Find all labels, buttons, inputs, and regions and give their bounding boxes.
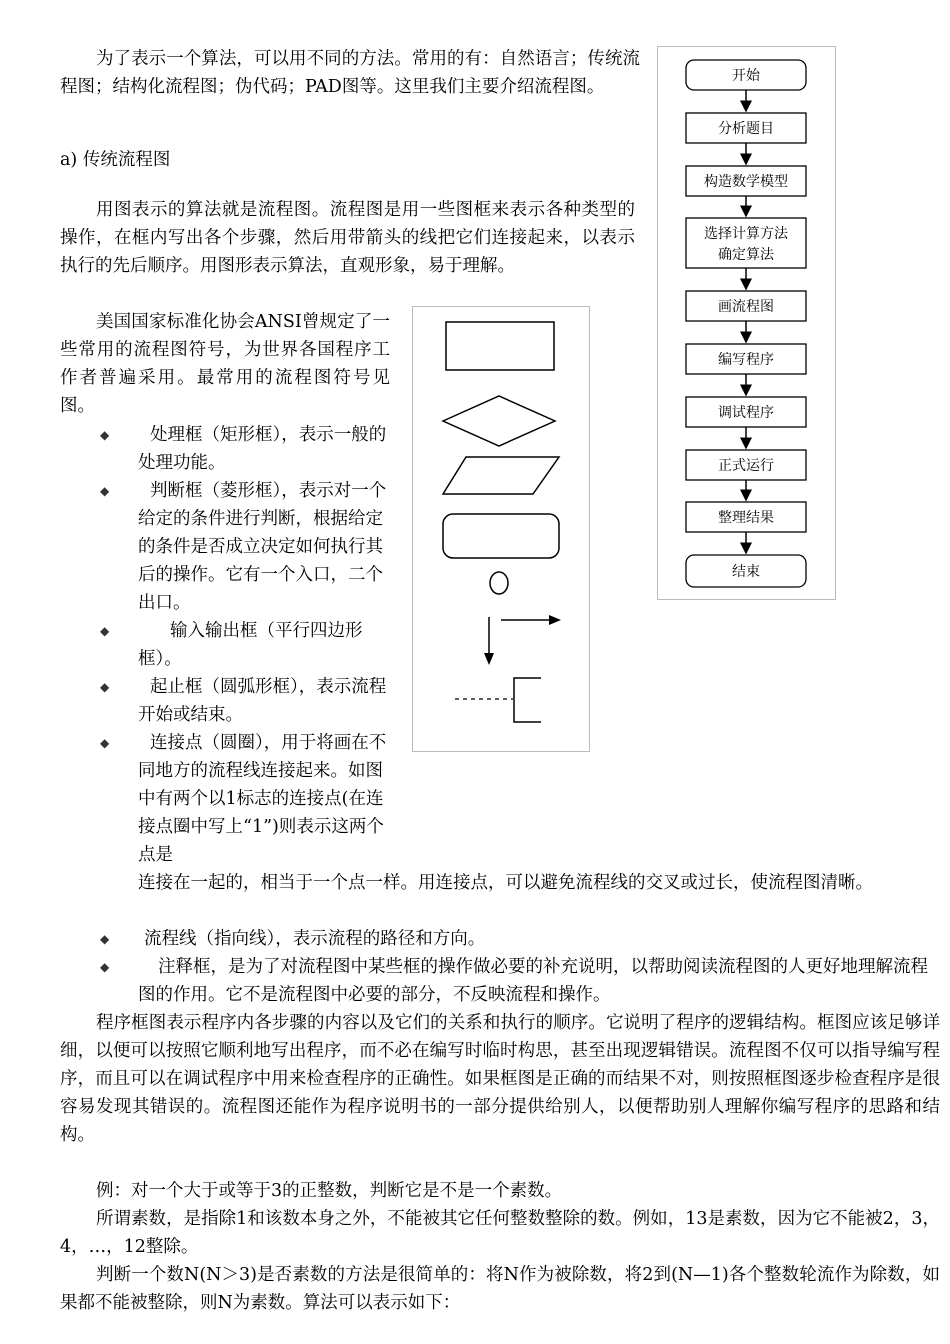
ansi-paragraph: 美国国家标准化协会ANSI曾规定了一些常用的流程图符号，为世界各国程序工作者普遍采用。最常用的流程图符号见图。 <box>60 312 390 416</box>
bullet-icon: ◆ <box>100 624 110 638</box>
flowchart-symbols-figure <box>412 306 590 752</box>
bullet-icon: ◆ <box>100 680 110 694</box>
flow-label-organize: 整理结果 <box>718 510 774 526</box>
bullet-icon: ◆ <box>100 428 110 442</box>
flow-label-choose-method: 选择计算方法 <box>704 226 788 242</box>
flow-label-run: 正式运行 <box>718 458 774 474</box>
bullet-item-flowline: 流程线（指向线），表示流程的路径和方向。 <box>144 929 486 949</box>
bullet-icon: ◆ <box>100 932 110 946</box>
example-paragraph: 例：对一个大于或等于3的正整数，判断它是不是一个素数。 <box>96 1181 563 1201</box>
flow-label-confirm-algorithm: 确定算法 <box>718 247 774 263</box>
annotation-bracket-symbol <box>455 678 541 722</box>
connector-circle-symbol <box>490 572 508 594</box>
bullet-item-connector-continued: 连接在一起的，相当于一个点一样。用连接点，可以避免流程线的交叉或过长，使流程图清晰。 <box>138 873 873 893</box>
decision-diamond-symbol <box>443 396 555 446</box>
flow-label-draw: 画流程图 <box>718 299 774 315</box>
flow-label-model: 构造数学模型 <box>704 174 788 190</box>
flow-label-start: 开始 <box>732 68 760 84</box>
bullet-item-annotation: 注释框，是为了对流程图中某些框的操作做必要的补充说明，以帮助阅读流程图的人更好地理解流程图的作用。它不是流程图中必要的部分，不反映流程和操作。 <box>138 957 928 1005</box>
bullet-item-connector: 连接点（圆圈），用于将画在不同地方的流程线连接起来。如图中有两个以1标志的连接点(在连接点圈中写上“1”)则表示这两个点是 <box>138 733 387 865</box>
bullet-item-process: 处理框（矩形框），表示一般的处理功能。 <box>138 425 387 473</box>
section-heading: a) 传统流程图 <box>60 150 171 170</box>
bullet-icon: ◆ <box>100 736 110 750</box>
program-development-flowchart <box>657 46 836 600</box>
bullet-item-decision: 判断框（菱形框），表示对一个给定的条件进行判断，根据给定的条件是否成立决定如何执行其后的操作。它有一个入口，二个出口。 <box>138 481 387 613</box>
block-diagram-paragraph: 程序框图表示程序内各步骤的内容以及它们的关系和执行的顺序。它说明了程序的逻辑结构。框图应该足够详细，以便可以按照它顺利地写出程序，而不必在编写时临时构思，甚至出现逻辑错误。流程图不仅可以指导编写程序，而且可以在调试程序中用来检查程序的正确性。如果框图是正确的而结果不对，则按照框图逐步检查程序是很容易发现其错误的。流程图还能作为程序说明书的一部分提供给别人，以便帮助别人理解你编写程序的思路和结构。 <box>60 1013 940 1145</box>
io-parallelogram-symbol <box>443 457 559 494</box>
bullet-item-terminal: 起止框（圆弧形框），表示流程开始或结束。 <box>138 677 387 725</box>
flowline-arrows-symbol <box>484 615 561 665</box>
bullet-item-io: 输入输出框（平行四边形框）。 <box>138 621 363 669</box>
flow-label-code: 编写程序 <box>718 352 774 368</box>
flow-label-end: 结束 <box>732 564 760 580</box>
process-box-symbol <box>446 322 554 370</box>
flow-label-analyze: 分析题目 <box>718 121 774 137</box>
prime-method-paragraph: 判断一个数N(N＞3)是否素数的方法是很简单的：将N作为被除数，将2到(N—1)各个整数轮流作为除数，如果都不能被整除，则N为素数。算法可以表示如下： <box>60 1265 940 1313</box>
prime-definition-paragraph: 所谓素数，是指除1和该数本身之外，不能被其它任何整数整除的数。例如，13是素数，因为它不能被2，3，4，…，12整除。 <box>60 1209 940 1257</box>
flowchart-definition-paragraph: 用图表示的算法就是流程图。流程图是用一些图框来表示各种类型的操作，在框内写出各个步骤，然后用带箭头的线把它们连接起来，以表示执行的先后顺序。用图形表示算法，直观形象，易于理解。 <box>60 200 635 276</box>
flow-label-debug: 调试程序 <box>718 405 774 421</box>
bullet-icon: ◆ <box>100 960 110 974</box>
bullet-icon: ◆ <box>100 484 110 498</box>
terminal-rounded-symbol <box>443 514 559 558</box>
intro-paragraph: 为了表示一个算法，可以用不同的方法。常用的有：自然语言；传统流程图；结构化流程图；伪代码；PAD图等。这里我们主要介绍流程图。 <box>60 49 640 97</box>
